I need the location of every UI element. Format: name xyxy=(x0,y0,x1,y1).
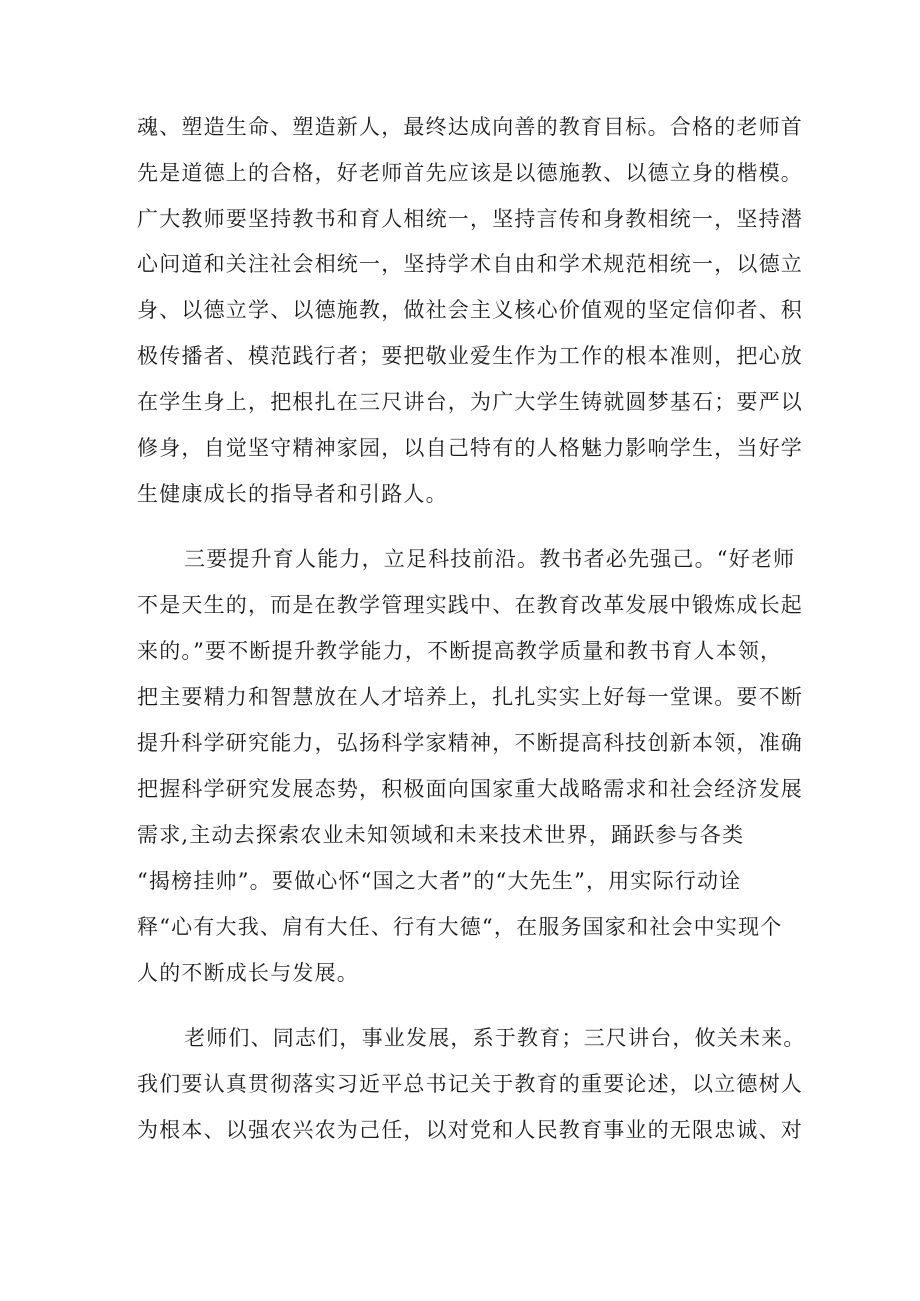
text-line: 广大教师要坚持教书和育人相统一，坚持言传和身教相统一，坚持潜 xyxy=(137,207,803,231)
text-line: 把握科学研究发展态势，积极面向国家重大战略需求和社会经济发展 xyxy=(137,777,803,801)
text-line: 生健康成长的指导者和引路人。 xyxy=(137,482,448,506)
text-line: 把主要精力和智慧放在人才培养上，扎扎实实上好每一堂课。要不断 xyxy=(137,685,803,709)
text-line: 老师们、同志们，事业发展，系于教育；三尺讲台，攸关未来。 xyxy=(184,1026,806,1050)
text-line: 在学生身上，把根扎在三尺讲台，为广大学生铸就圆梦基石；要严以 xyxy=(137,390,803,414)
text-line: 心问道和关注社会相统一，坚持学术自由和学术规范相统一，以德立 xyxy=(137,252,803,276)
text-line: “揭榜挂帅”。要做心怀“国之大者”的“大先生”，用实际行动诠 xyxy=(137,869,742,893)
text-line: 魂、塑造生命、塑造新人，最终达成向善的教育目标。合格的老师首 xyxy=(137,115,803,139)
text-line: 身、以德立学、以德施教，做社会主义核心价值观的坚定信仰者、积 xyxy=(137,298,803,322)
text-line: 为根本、以强农兴农为己任，以对党和人民教育事业的无限忠诚、对 xyxy=(137,1118,803,1142)
text-line: 先是道德上的合格，好老师首先应该是以德施教、以德立身的楷模。 xyxy=(137,161,803,185)
text-line: 来的。”要不断提升教学能力，不断提高教学质量和教书育人本领， xyxy=(137,639,783,663)
text-line: 三要提升育人能力，立足科技前沿。教书者必先强己。“好老师 xyxy=(184,547,796,571)
text-line: 释“心有大我、肩有大任、行有大德“，在服务国家和社会中实现个 xyxy=(137,915,783,939)
text-line: 我们要认真贯彻落实习近平总书记关于教育的重要论述，以立德树人 xyxy=(137,1072,803,1096)
text-line: 极传播者、模范践行者；要把敬业爱生作为工作的根本准则，把心放 xyxy=(137,344,803,368)
text-line: 不是天生的，而是在教学管理实践中、在教育改革发展中锻炼成长起 xyxy=(137,593,803,617)
text-line: 人的不断成长与发展。 xyxy=(137,961,359,985)
text-line: 提升科学研究能力，弘扬科学家精神，不断提高科技创新本领，准确 xyxy=(137,731,803,755)
text-line: 需求,主动去探索农业未知领域和未来技术世界，踊跃参与各类 xyxy=(137,823,745,847)
text-line: 修身，自觉坚守精神家园，以自己特有的人格魅力影响学生，当好学 xyxy=(137,436,803,460)
